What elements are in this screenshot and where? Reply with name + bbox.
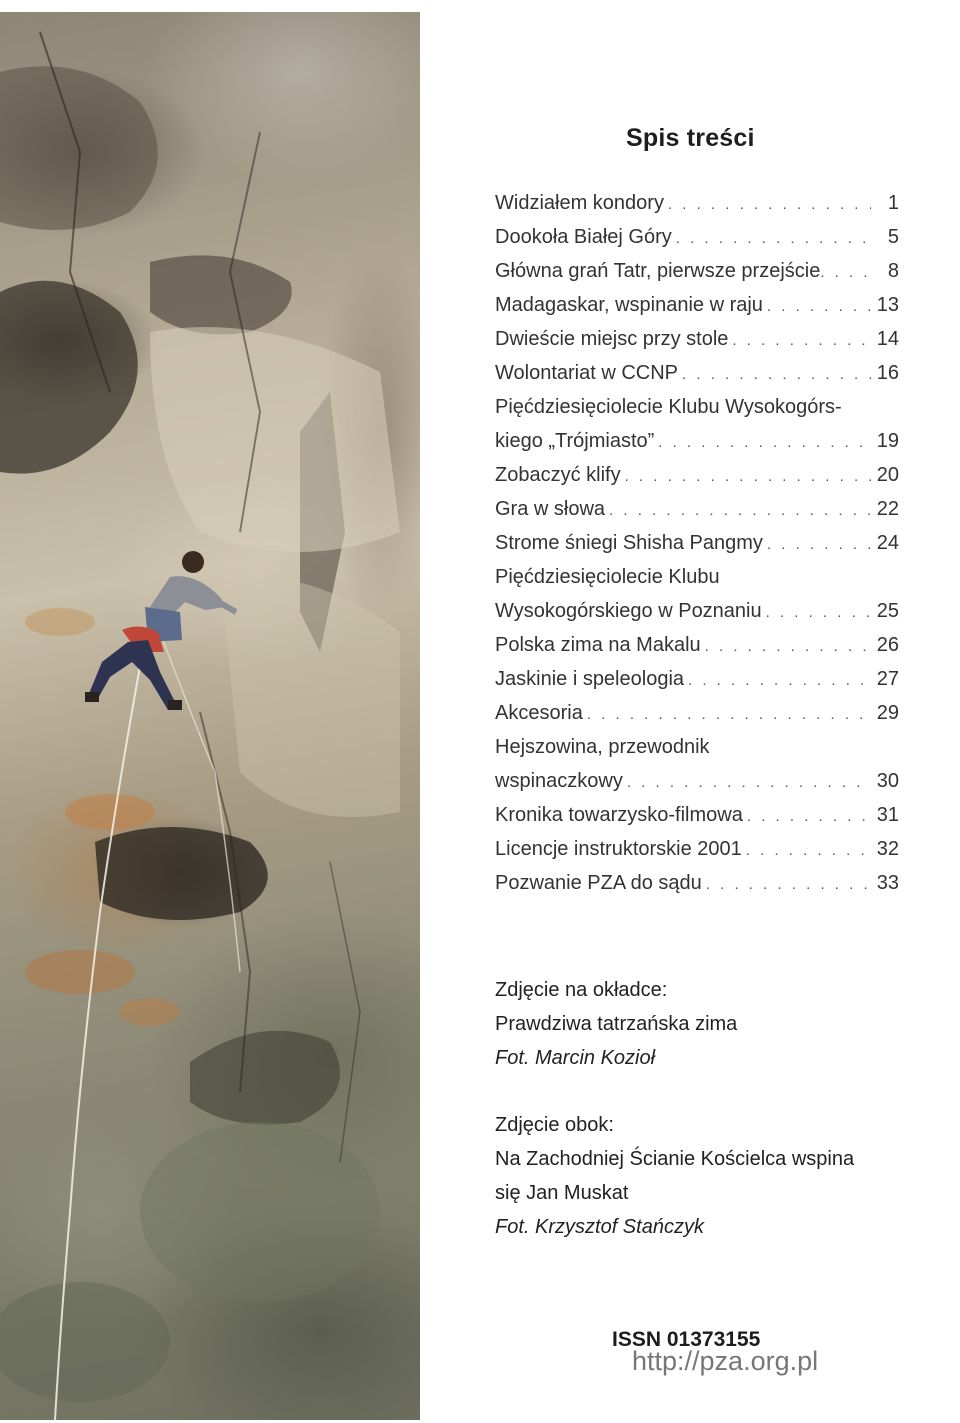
- toc-item-title: Wolontariat w CCNP: [495, 362, 679, 384]
- leader-dots: [668, 188, 871, 222]
- toc-item[interactable]: [495, 254, 899, 288]
- toc-item-page: 13: [876, 294, 899, 316]
- rock-texture: [0, 12, 420, 1420]
- toc-item-page: 22: [876, 498, 899, 520]
- toc-item-title: Strome śniegi Shisha Pangmy: [495, 532, 763, 554]
- toc-item-title: Madagaskar, wspinanie w raju: [495, 294, 763, 316]
- toc-item-title: Pozwanie PZA do sądu: [495, 872, 702, 894]
- toc-item[interactable]: [495, 322, 899, 356]
- photo-credit: Fot. Marcin Kozioł: [495, 1047, 656, 1069]
- toc-item-page: 31: [876, 804, 899, 826]
- leader-dots: [658, 426, 870, 460]
- toc-item-page: 8: [887, 260, 899, 282]
- toc-item[interactable]: [495, 288, 899, 322]
- leader-dots: [676, 222, 871, 256]
- toc-item-title-line1: Pięćdziesięciolecie Klubu: [495, 566, 720, 588]
- leader-dots: [767, 528, 871, 562]
- leader-dots: [767, 290, 871, 324]
- cover-photo-caption: [495, 973, 915, 1075]
- caption-text-line1: Na Zachodniej Ścianie Kościelca wspina: [495, 1148, 855, 1170]
- toc-item[interactable]: [495, 866, 899, 900]
- toc-item-title: Dookoła Białej Góry: [495, 226, 672, 248]
- toc-item-title: Licencje instruktorskie 2001: [495, 838, 742, 860]
- toc-item-page: 27: [876, 668, 899, 690]
- toc-item[interactable]: [495, 832, 899, 866]
- climbing-photo: [0, 12, 420, 1420]
- toc-item[interactable]: [495, 696, 899, 730]
- leader-dots: [688, 664, 871, 698]
- toc-item[interactable]: [495, 220, 899, 254]
- toc-item[interactable]: [495, 526, 899, 560]
- toc-heading: Spis treści: [626, 124, 755, 152]
- toc-item-title: Gra w słowa: [495, 498, 606, 520]
- toc-item-page: 32: [876, 838, 899, 860]
- toc-item-page: 30: [876, 770, 899, 792]
- issn-number: ISSN 01373155: [612, 1328, 761, 1351]
- toc-item[interactable]: [495, 662, 899, 696]
- caption-heading: Zdjęcie na okładce:: [495, 979, 668, 1001]
- toc-item[interactable]: [495, 186, 899, 220]
- toc-item-title: Widziałem kondory: [495, 192, 664, 214]
- leader-dots: [820, 256, 877, 290]
- leader-dots: [682, 358, 871, 392]
- toc-item-title-line1: Pięćdziesięciolecie Klubu Wysokogórs-: [495, 396, 842, 418]
- table-of-contents: [495, 186, 899, 900]
- leader-dots: [732, 324, 870, 358]
- toc-item[interactable]: [495, 390, 899, 458]
- toc-item-page: 20: [876, 464, 899, 486]
- toc-item[interactable]: [495, 458, 899, 492]
- toc-item-page: 33: [876, 872, 899, 894]
- toc-item-title: Główna grań Tatr, pierwsze przejście: [495, 260, 821, 282]
- side-photo-caption: [495, 1108, 915, 1244]
- toc-item-title-line1: Hejszowina, przewodnik: [495, 736, 710, 758]
- leader-dots: [627, 766, 871, 800]
- toc-item[interactable]: [495, 356, 899, 390]
- leader-dots: [747, 800, 871, 834]
- toc-item-title-line2: Wysokogórskiego w Poznaniu: [495, 600, 762, 622]
- toc-item-page: 1: [887, 192, 899, 214]
- caption-heading: Zdjęcie obok:: [495, 1114, 614, 1136]
- toc-item[interactable]: [495, 628, 899, 662]
- toc-item-title-line2: kiego „Trójmiasto”: [495, 430, 655, 452]
- caption-text-line2: się Jan Muskat: [495, 1182, 629, 1204]
- toc-item-title: Polska zima na Makalu: [495, 634, 701, 656]
- toc-item[interactable]: [495, 798, 899, 832]
- climber-figure: [85, 551, 236, 710]
- toc-item-title: Akcesoria: [495, 702, 583, 724]
- toc-item-title: Zobaczyć klify: [495, 464, 621, 486]
- toc-item-page: 19: [876, 430, 899, 452]
- caption-text: Prawdziwa tatrzańska zima: [495, 1013, 738, 1035]
- leader-dots: [705, 630, 871, 664]
- toc-item[interactable]: [495, 492, 899, 526]
- toc-item-page: 14: [876, 328, 899, 350]
- toc-item[interactable]: [495, 560, 899, 628]
- leader-dots: [625, 460, 871, 494]
- toc-item-page: 25: [876, 600, 899, 622]
- toc-item-page: 16: [876, 362, 899, 384]
- leader-dots: [706, 868, 871, 902]
- leader-dots: [609, 494, 871, 528]
- toc-item-title: Kronika towarzysko-filmowa: [495, 804, 743, 826]
- photo-credit: Fot. Krzysztof Stańczyk: [495, 1216, 704, 1238]
- leader-dots: [766, 596, 871, 630]
- toc-item-title: Jaskinie i speleologia: [495, 668, 685, 690]
- website-link[interactable]: http://pza.org.pl: [632, 1346, 819, 1376]
- toc-item-page: 29: [876, 702, 899, 724]
- toc-item-page: 24: [876, 532, 899, 554]
- toc-item-page: 26: [876, 634, 899, 656]
- toc-item-title-line2: wspinaczkowy: [495, 770, 623, 792]
- toc-item-title: Dwieście miejsc przy stole: [495, 328, 729, 350]
- toc-item-page: 5: [887, 226, 899, 248]
- leader-dots: [746, 834, 871, 868]
- toc-item[interactable]: [495, 730, 899, 798]
- leader-dots: [587, 698, 871, 732]
